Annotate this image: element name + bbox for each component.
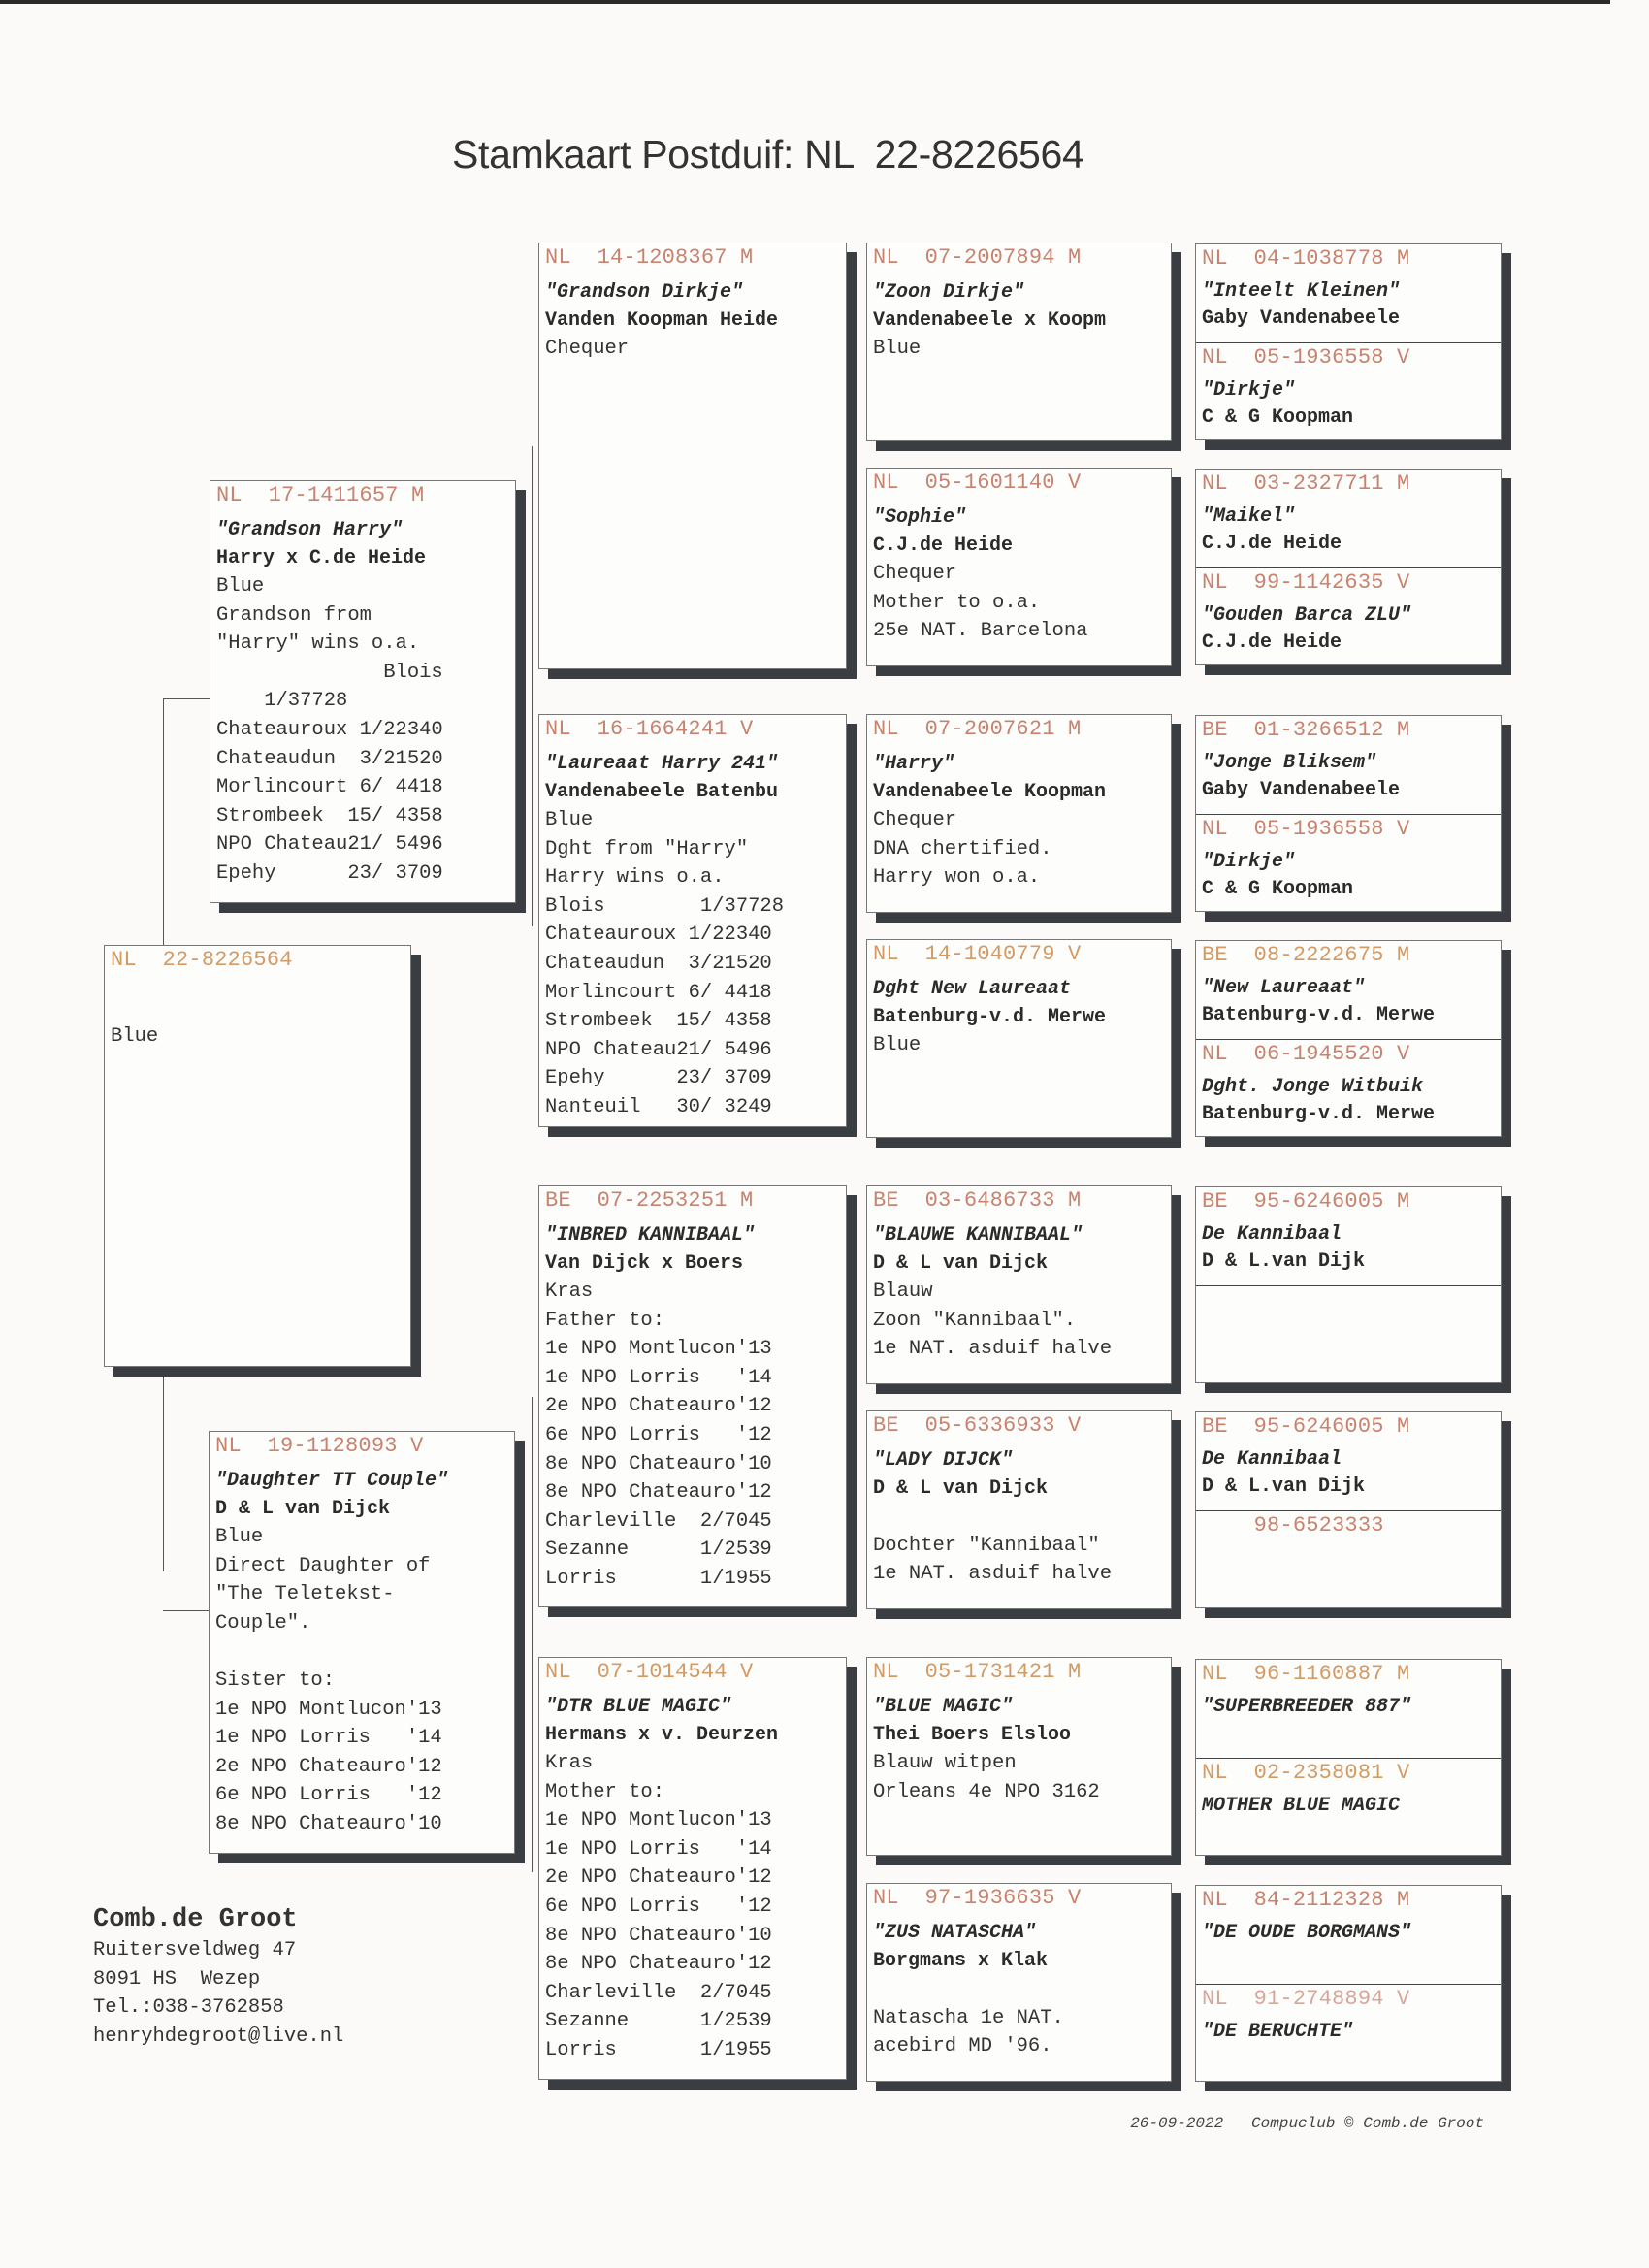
ggg-sire[interactable] bbox=[1196, 1412, 1501, 1510]
info-line: Chateaudun 3/21520 bbox=[216, 747, 443, 770]
info-line: Epehy 23/ 3709 bbox=[545, 1067, 772, 1090]
info-line: Blue bbox=[545, 809, 594, 831]
scan-top-edge bbox=[0, 0, 1610, 4]
street-address: Ruitersveldweg 47 bbox=[93, 1939, 297, 1961]
ring-number: BE 08-2222675 M bbox=[1202, 943, 1410, 967]
ring-number: NL 03-2327711 M bbox=[1202, 471, 1410, 496]
info-line: Sezanne 1/2539 bbox=[545, 1539, 772, 1562]
info-line: Dochter "Kannibaal" bbox=[873, 1534, 1100, 1557]
info-line: "The Teletekst- bbox=[215, 1583, 395, 1606]
info-line: Blue bbox=[215, 1526, 264, 1548]
ggg-sire[interactable] bbox=[1196, 1187, 1501, 1285]
info-line: Chequer bbox=[873, 809, 957, 831]
owner-name: Vandenabeele Koopman bbox=[873, 781, 1107, 803]
owner-name: Vanden Koopman Heide bbox=[545, 309, 779, 332]
info-line: Chateauroux 1/22340 bbox=[216, 718, 443, 741]
info-line: Sister to: bbox=[215, 1669, 336, 1692]
info-line: 25e NAT. Barcelona bbox=[873, 620, 1088, 643]
pigeon-name: "SUPERBREEDER 887" bbox=[1202, 1696, 1412, 1718]
owner-name: Batenburg-v.d. Merwe bbox=[1202, 1004, 1436, 1026]
pedigree-box-grandparent-2[interactable] bbox=[538, 714, 847, 1127]
info-line: Lorris 1/1955 bbox=[545, 1567, 772, 1590]
info-line: 1e NPO Montlucon'13 bbox=[215, 1698, 442, 1721]
pigeon-name: "BLAUWE KANNIBAAL" bbox=[873, 1224, 1083, 1247]
pedigree-box-great-grandparent-7[interactable] bbox=[866, 1657, 1172, 1856]
pedigree-box-mother[interactable] bbox=[209, 1431, 515, 1854]
info-line: Mother to: bbox=[545, 1780, 665, 1803]
owner-name: Harry x C.de Heide bbox=[216, 547, 427, 569]
info-line: Mother to o.a. bbox=[873, 591, 1041, 614]
footer bbox=[1112, 2097, 1484, 2132]
pigeon-name: "DTR BLUE MAGIC" bbox=[545, 1696, 732, 1718]
pigeon-name: De Kannibaal bbox=[1202, 1223, 1342, 1246]
info-line: 8e NPO Chateauro'10 bbox=[545, 1924, 772, 1947]
pedigree-box-ggg-pair-7[interactable] bbox=[1195, 1659, 1502, 1856]
pigeon-name: "Daughter TT Couple" bbox=[215, 1470, 449, 1492]
info-line: 8e NPO Chateauro'12 bbox=[545, 1953, 772, 1976]
ggg-sire[interactable] bbox=[1196, 1660, 1501, 1758]
info-line: Blue bbox=[873, 1034, 922, 1056]
info-line: "Harry" wins o.a. bbox=[216, 632, 420, 656]
info-line: Chequer bbox=[873, 563, 957, 585]
breeder-contact bbox=[93, 1903, 343, 2051]
ring-number: NL 17-1411657 M bbox=[216, 483, 425, 507]
pedigree-box-ggg-pair-5[interactable] bbox=[1195, 1186, 1502, 1383]
pedigree-box-great-grandparent-8[interactable] bbox=[866, 1883, 1172, 2082]
info-line: NPO Chateau21/ 5496 bbox=[545, 1038, 772, 1061]
pedigree-box-ggg-pair-3[interactable] bbox=[1195, 715, 1502, 912]
pigeon-name: "Dirkje" bbox=[1202, 851, 1296, 873]
city-address: 8091 HS Wezep bbox=[93, 1967, 261, 1991]
owner-name: Batenburg-v.d. Merwe bbox=[873, 1006, 1107, 1028]
info-line: Harry won o.a. bbox=[873, 866, 1041, 890]
ggg-dam[interactable] bbox=[1196, 567, 1501, 666]
owner-name: Vandenabeele x Koopm bbox=[873, 309, 1107, 332]
ring-number: NL 91-2748894 V bbox=[1202, 1987, 1410, 2011]
pigeon-name: "Dirkje" bbox=[1202, 379, 1296, 402]
ggg-dam[interactable] bbox=[1196, 1285, 1501, 1384]
info-line: Epehy 23/ 3709 bbox=[216, 861, 443, 885]
ring-number: NL 05-1731421 M bbox=[873, 1660, 1082, 1684]
info-line: Grandson from bbox=[216, 603, 372, 627]
info-line bbox=[867, 1975, 1171, 2004]
info-line: 2e NPO Chateauro'12 bbox=[545, 1866, 772, 1890]
breeder-name: Comb.de Groot bbox=[93, 1905, 298, 1934]
pigeon-name: Dght. Jonge Witbuik bbox=[1202, 1076, 1424, 1098]
ring-number: NL 22-8226564 bbox=[111, 948, 293, 972]
owner-name: D & L van Dijck bbox=[873, 1477, 1049, 1500]
owner-name: C & G Koopman bbox=[1202, 878, 1354, 900]
owner-name: Hermans x v. Deurzen bbox=[545, 1724, 779, 1746]
pigeon-name: "Sophie" bbox=[873, 506, 967, 529]
info-line bbox=[867, 1503, 1171, 1532]
email-address[interactable]: henryhdegroot@live.nl bbox=[93, 2025, 344, 2048]
info-line: Chateauroux 1/22340 bbox=[545, 923, 772, 947]
info-line: Charleville 2/7045 bbox=[545, 1509, 772, 1533]
owner-name: Gaby Vandenabeele bbox=[1202, 308, 1401, 330]
ring-number: NL 16-1664241 V bbox=[545, 717, 754, 741]
pigeon-name: "Laureaat Harry 241" bbox=[545, 753, 779, 775]
owner-name: Thei Boers Elsloo bbox=[873, 1724, 1072, 1746]
info-line bbox=[210, 1637, 514, 1667]
pigeon-name: "Maikel" bbox=[1202, 505, 1296, 528]
pigeon-name: "DE OUDE BORGMANS" bbox=[1202, 1922, 1412, 1944]
pedigree-box-ggg-pair-8[interactable] bbox=[1195, 1885, 1502, 2082]
info-line: 2e NPO Chateauro'12 bbox=[545, 1395, 772, 1418]
pedigree-box-ggg-pair-4[interactable] bbox=[1195, 940, 1502, 1137]
owner-name: Borgmans x Klak bbox=[873, 1950, 1049, 1972]
info-line: DNA chertified. bbox=[873, 837, 1052, 860]
ggg-sire[interactable] bbox=[1196, 716, 1501, 814]
info-line: 8e NPO Chateauro'10 bbox=[545, 1452, 772, 1475]
pigeon-name: "INBRED KANNIBAAL" bbox=[545, 1224, 756, 1247]
owner-name: C.J.de Heide bbox=[1202, 632, 1342, 654]
owner-name: Vandenabeele Batenbu bbox=[545, 781, 779, 803]
owner-name: Batenburg-v.d. Merwe bbox=[1202, 1103, 1436, 1125]
ggg-sire[interactable] bbox=[1196, 1886, 1501, 1984]
info-line: Blois 1/37728 bbox=[545, 894, 785, 918]
info-line: Couple". bbox=[215, 1611, 311, 1635]
info-line: Zoon "Kannibaal". bbox=[873, 1309, 1077, 1332]
pigeon-name: De Kannibaal bbox=[1202, 1448, 1342, 1471]
pedigree-box-great-grandparent-6[interactable] bbox=[866, 1410, 1172, 1609]
info-line: Father to: bbox=[545, 1309, 665, 1332]
ring-number: BE 07-2253251 M bbox=[545, 1188, 754, 1213]
pigeon-name: "Inteelt Kleinen" bbox=[1202, 280, 1401, 303]
pedigree-box-subject[interactable] bbox=[104, 945, 411, 1367]
info-line: Charleville 2/7045 bbox=[545, 1981, 772, 2004]
info-line: 1e NPO Montlucon'13 bbox=[545, 1338, 772, 1361]
owner-name: D & L.van Dijk bbox=[1202, 1475, 1366, 1498]
connector-subject-mother bbox=[163, 1610, 211, 1611]
connector-subject-father bbox=[163, 698, 211, 699]
pedigree-box-great-grandparent-1[interactable] bbox=[866, 243, 1172, 441]
info-line: 1e NAT. asduif halve bbox=[873, 1563, 1113, 1586]
ring-number: NL 19-1128093 V bbox=[215, 1434, 424, 1458]
pedigree-box-great-grandparent-4[interactable] bbox=[866, 939, 1172, 1138]
pigeon-name: Dght New Laureaat bbox=[873, 978, 1072, 1000]
ring-number: NL 05-1936558 V bbox=[1202, 345, 1410, 370]
pedigree-box-ggg-pair-1[interactable] bbox=[1195, 243, 1502, 440]
owner-name: C.J.de Heide bbox=[1202, 533, 1342, 555]
info-line: acebird MD '96. bbox=[873, 2035, 1052, 2058]
info-line: Morlincourt 6/ 4418 bbox=[216, 776, 443, 799]
pigeon-name: "Gouden Barca ZLU" bbox=[1202, 604, 1412, 627]
info-line: Sezanne 1/2539 bbox=[545, 2010, 772, 2033]
ggg-dam[interactable] bbox=[1196, 1510, 1501, 1609]
ring-number bbox=[1196, 1286, 1501, 1287]
ggg-dam[interactable] bbox=[1196, 814, 1501, 913]
ring-number: BE 95-6246005 M bbox=[1202, 1414, 1410, 1439]
pigeon-name: "BLUE MAGIC" bbox=[873, 1696, 1014, 1718]
ring-number: BE 03-6486733 M bbox=[873, 1188, 1082, 1213]
ring-number: BE 95-6246005 M bbox=[1202, 1189, 1410, 1214]
owner-name: C & G Koopman bbox=[1202, 406, 1354, 429]
info-line: 2e NPO Chateauro'12 bbox=[215, 1755, 442, 1778]
info-line: Strombeek 15/ 4358 bbox=[216, 804, 443, 827]
print-date: 26-09-2022 bbox=[1130, 2115, 1224, 2132]
info-line: Blue bbox=[216, 575, 265, 598]
info-line: Chequer bbox=[545, 338, 630, 360]
info-line: 8e NPO Chateauro'12 bbox=[545, 1481, 772, 1505]
info-line: Orleans 4e NPO 3162 bbox=[873, 1780, 1100, 1803]
pigeon-name: "Grandson Dirkje" bbox=[545, 281, 744, 304]
ring-number: NL 99-1142635 V bbox=[1202, 570, 1410, 595]
info-line: Harry wins o.a. bbox=[545, 866, 725, 890]
owner-name: Van Dijck x Boers bbox=[545, 1252, 744, 1275]
info-line: Strombeek 15/ 4358 bbox=[545, 1010, 772, 1033]
ggg-sire[interactable] bbox=[1196, 244, 1501, 342]
pedigree-box-great-grandparent-2[interactable] bbox=[866, 468, 1172, 666]
owner-name: Gaby Vandenabeele bbox=[1202, 779, 1401, 801]
info-line: 6e NPO Lorris '12 bbox=[545, 1895, 772, 1918]
phone-number: Tel.:038-3762858 bbox=[93, 1996, 284, 2019]
info-line: 1e NPO Lorris '14 bbox=[545, 1837, 772, 1861]
pigeon-name: "Harry" bbox=[873, 753, 955, 775]
ring-number: NL 04-1038778 M bbox=[1202, 246, 1410, 271]
ring-number: 98-6523333 bbox=[1202, 1513, 1384, 1538]
ring-number: BE 05-6336933 V bbox=[873, 1413, 1082, 1438]
pedigree-box-grandparent-4[interactable] bbox=[538, 1657, 847, 2080]
info-line: Dght from "Harry" bbox=[545, 837, 749, 860]
ring-number: BE 01-3266512 M bbox=[1202, 718, 1410, 742]
info-line: 1e NAT. asduif halve bbox=[873, 1338, 1113, 1361]
info-line: 1/37728 bbox=[216, 690, 348, 713]
info-line: Blauw bbox=[873, 1280, 933, 1303]
info-line: Lorris 1/1955 bbox=[545, 2038, 772, 2061]
pigeon-name: "Grandson Harry" bbox=[216, 519, 404, 541]
info-line: 6e NPO Lorris '12 bbox=[545, 1423, 772, 1446]
ggg-dam[interactable] bbox=[1196, 1984, 1501, 2083]
ring-number: NL 06-1945520 V bbox=[1202, 1042, 1410, 1066]
pigeon-name: "Zoon Dirkje" bbox=[873, 281, 1025, 304]
ggg-dam[interactable] bbox=[1196, 1039, 1501, 1138]
info-line: Morlincourt 6/ 4418 bbox=[545, 981, 772, 1004]
ring-number: NL 14-1208367 M bbox=[545, 245, 754, 270]
pigeon-name: "New Laureaat" bbox=[1202, 977, 1366, 999]
pigeon-name: "Jonge Bliksem" bbox=[1202, 752, 1377, 774]
pedigree-box-great-grandparent-3[interactable] bbox=[866, 714, 1172, 913]
ring-number: NL 97-1936635 V bbox=[873, 1886, 1082, 1910]
ring-number: NL 96-1160887 M bbox=[1202, 1662, 1410, 1686]
info-line: Chateaudun 3/21520 bbox=[545, 952, 772, 975]
ring-number: NL 07-1014544 V bbox=[545, 1660, 754, 1684]
ring-number: NL 14-1040779 V bbox=[873, 942, 1082, 966]
owner-name: C.J.de Heide bbox=[873, 535, 1014, 557]
color-line: Blue bbox=[111, 1025, 159, 1048]
ring-number: NL 05-1601140 V bbox=[873, 470, 1082, 495]
owner-name: D & L.van Dijk bbox=[1202, 1250, 1366, 1273]
pedigree-box-grandparent-1[interactable] bbox=[538, 243, 847, 669]
owner-name: D & L van Dijck bbox=[873, 1252, 1049, 1275]
ring-number: NL 02-2358081 V bbox=[1202, 1761, 1410, 1785]
copyright-credit: Compuclub © Comb.de Groot bbox=[1251, 2115, 1485, 2132]
ggg-dam[interactable] bbox=[1196, 1758, 1501, 1857]
info-line: NPO Chateau21/ 5496 bbox=[216, 833, 443, 857]
info-line: Kras bbox=[545, 1280, 594, 1303]
pedigree-box-ggg-pair-6[interactable] bbox=[1195, 1411, 1502, 1608]
info-line: Blois bbox=[216, 661, 443, 684]
info-line: 6e NPO Lorris '12 bbox=[215, 1784, 442, 1807]
ring-number: NL 07-2007621 M bbox=[873, 717, 1082, 741]
info-line: Natascha 1e NAT. bbox=[873, 2006, 1064, 2029]
pedigree-box-grandparent-3[interactable] bbox=[538, 1185, 847, 1607]
ggg-sire[interactable] bbox=[1196, 941, 1501, 1039]
ring-number: NL 05-1936558 V bbox=[1202, 817, 1410, 841]
info-line: Kras bbox=[545, 1752, 594, 1774]
info-line: 8e NPO Chateauro'10 bbox=[215, 1812, 442, 1835]
info-line: 1e NPO Lorris '14 bbox=[545, 1366, 772, 1389]
info-line: Blauw witpen bbox=[873, 1752, 1017, 1774]
info-line: Direct Daughter of bbox=[215, 1554, 431, 1577]
ggg-dam[interactable] bbox=[1196, 342, 1501, 441]
pedigree-box-father[interactable] bbox=[210, 480, 516, 903]
pigeon-name: MOTHER BLUE MAGIC bbox=[1202, 1795, 1401, 1817]
ggg-sire[interactable] bbox=[1196, 470, 1501, 567]
ring-number: NL 07-2007894 M bbox=[873, 245, 1082, 270]
pedigree-box-great-grandparent-5[interactable] bbox=[866, 1185, 1172, 1384]
pigeon-name: "DE BERUCHTE" bbox=[1202, 2021, 1354, 2043]
pedigree-box-ggg-pair-2[interactable] bbox=[1195, 469, 1502, 665]
info-line: Nanteuil 30/ 3249 bbox=[545, 1095, 772, 1118]
pigeon-name: "LADY DIJCK" bbox=[873, 1449, 1014, 1472]
info-line: 1e NPO Montlucon'13 bbox=[545, 1809, 772, 1832]
info-line: 1e NPO Lorris '14 bbox=[215, 1727, 442, 1750]
owner-name: D & L van Dijck bbox=[215, 1498, 391, 1520]
ring-number: NL 84-2112328 M bbox=[1202, 1888, 1410, 1912]
pigeon-name: "ZUS NATASCHA" bbox=[873, 1922, 1037, 1944]
info-line: Blue bbox=[873, 338, 922, 360]
page-title: Stamkaart Postduif: NL 22-8226564 bbox=[452, 132, 1084, 177]
